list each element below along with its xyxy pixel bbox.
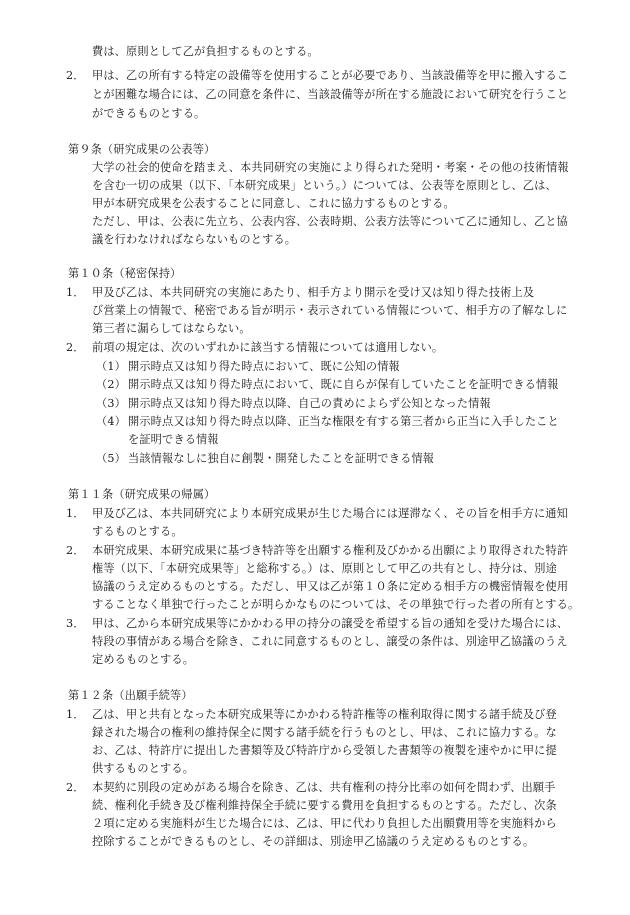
text-line: 本契約に別段の定めがある場合を除き、乙は、共有権利の持分比率の如何を問わず、出願手 <box>92 781 556 794</box>
text-line: ただし、甲は、公表に先立ち、公表内容、公表時期、公表方法等について乙に通知し、乙と協 <box>92 215 568 228</box>
text-line: ２項に定める実施料が生じた場合には、乙は、甲に代わり負担した出願費用等を実施料から <box>92 817 557 830</box>
item-number: 1． <box>66 507 85 520</box>
text-line: 大学の社会的使命を踏まえ、本共同研究の実施により得られた発明・考案・その他の技術情報 <box>92 161 569 174</box>
article-heading: 第１０条（秘密保持） <box>68 267 182 280</box>
article-heading: 第１１条（研究成果の帰属） <box>68 488 216 501</box>
item-number: 2． <box>66 781 85 794</box>
text-line: 権等（以下、「本研究成果等」と総称する。）は、原則として甲乙の共有とし、持分は、別途 <box>92 562 557 575</box>
article-heading: 第９条（研究成果の公表等） <box>68 143 216 156</box>
subitem-number: （4） <box>96 415 126 428</box>
subitem-number: （3） <box>96 397 126 410</box>
text-line: 甲及び乙は、本共同研究により本研究成果が生じた場合には遅滞なく、その旨を相手方に通知 <box>92 507 568 520</box>
item-number: 1． <box>66 286 85 299</box>
text-line: とが困難な場合には、乙の同意を条件に、当該設備等が所在する施設において研究を行うこと <box>92 88 569 101</box>
text-line: 続、権利化手続き及び権利維持保全手続に要する費用を負担するものとする。ただし、次条 <box>92 799 557 812</box>
text-line: 供するものとする。 <box>92 762 195 775</box>
text-line: 開示時点又は知り得た時点以降、正当な権限を有する第三者から正当に入手したこと <box>128 415 559 428</box>
text-line: び営業上の情報で、秘密である旨が明示・表示されている情報について、相手方の了解なしに <box>92 304 568 317</box>
text-line: 第三者に漏らしてはならない。 <box>92 322 251 335</box>
item-number: 1． <box>66 708 85 721</box>
text-line: 甲は、乙の所有する特定の設備等を使用することが必要であり、当該設備等を甲に搬入するこ <box>92 69 569 82</box>
text-line: 控除することができるものとし、その詳細は、別途甲乙協議のうえ定めるものとする。 <box>92 835 535 848</box>
text-line: お、乙は、特許庁に提出した書類等及び特許庁から受領した書類等の複製を速やかに甲に提 <box>92 744 557 757</box>
text-line: することなく単独で行ったことが明らかなものについては、その単独で行った者の所有とする。 <box>92 598 580 611</box>
text-line: 録された場合の権利の維持保全に関する諸手続を行うものとし、甲は、これに協力する。な <box>92 726 557 739</box>
text-line: 開示時点又は知り得た時点以降、自己の責めによらず公知となった情報 <box>128 397 491 410</box>
text-line: 特段の事情がある場合を除き、これに同意するものとし、譲受の条件は、別途甲乙協議のうえ <box>92 635 568 648</box>
text-line: 開示時点又は知り得た時点において、既に自らが保有していたことを証明できる情報 <box>128 378 559 391</box>
text-line: を証明できる情報 <box>128 433 219 446</box>
text-line: 費は、原則として乙が負担するものとする。 <box>92 45 319 58</box>
item-number: 3． <box>66 617 85 630</box>
text-line: 甲及び乙は、本共同研究の実施にあたり、相手方より開示を受け又は知り得た技術上及 <box>92 286 535 299</box>
subitem-number: （2） <box>96 378 126 391</box>
item-number: 2． <box>66 341 85 354</box>
item-number: 2． <box>66 69 85 82</box>
text-line: 本研究成果、本研究成果に基づき特許等を出願する権利及びかかる出願により取得された特許 <box>92 544 569 557</box>
text-line: ができるものとする。 <box>92 107 206 120</box>
text-line: 甲が本研究成果を公表することに同意し、これに協力するものとする。 <box>92 197 455 210</box>
text-line: 開示時点又は知り得た時点において、既に公知の情報 <box>128 360 400 373</box>
text-line: 甲は、乙から本研究成果等にかかわる甲の持分の譲受を希望する旨の通知を受けた場合には、 <box>92 617 569 630</box>
subitem-number: （1） <box>96 360 126 373</box>
article-heading: 第１２条（出願手続等） <box>68 689 193 702</box>
subitem-number: （5） <box>96 452 126 465</box>
text-line: 当該情報なしに独自に創製・開発したことを証明できる情報 <box>128 452 435 465</box>
text-line: 乙は、甲と共有となった本研究成果等にかかわる特許権等の権利取得に関する諸手続及び登 <box>92 708 557 721</box>
text-line: するものとする。 <box>92 525 183 538</box>
item-number: 2． <box>66 544 85 557</box>
text-line: 定めるものとする。 <box>92 653 195 666</box>
text-line: を含む一切の成果（以下、「本研究成果」という。）については、公表等を原則とし、乙は、 <box>92 179 557 192</box>
text-line: 前項の規定は、次のいずれかに該当する情報については適用しない。 <box>92 341 444 354</box>
text-line: 議を行わなければならないものとする。 <box>92 233 297 246</box>
text-line: 協議のうえ定めるものとする。ただし、甲又は乙が第１０条に定める相手方の機密情報を使用 <box>92 580 569 593</box>
